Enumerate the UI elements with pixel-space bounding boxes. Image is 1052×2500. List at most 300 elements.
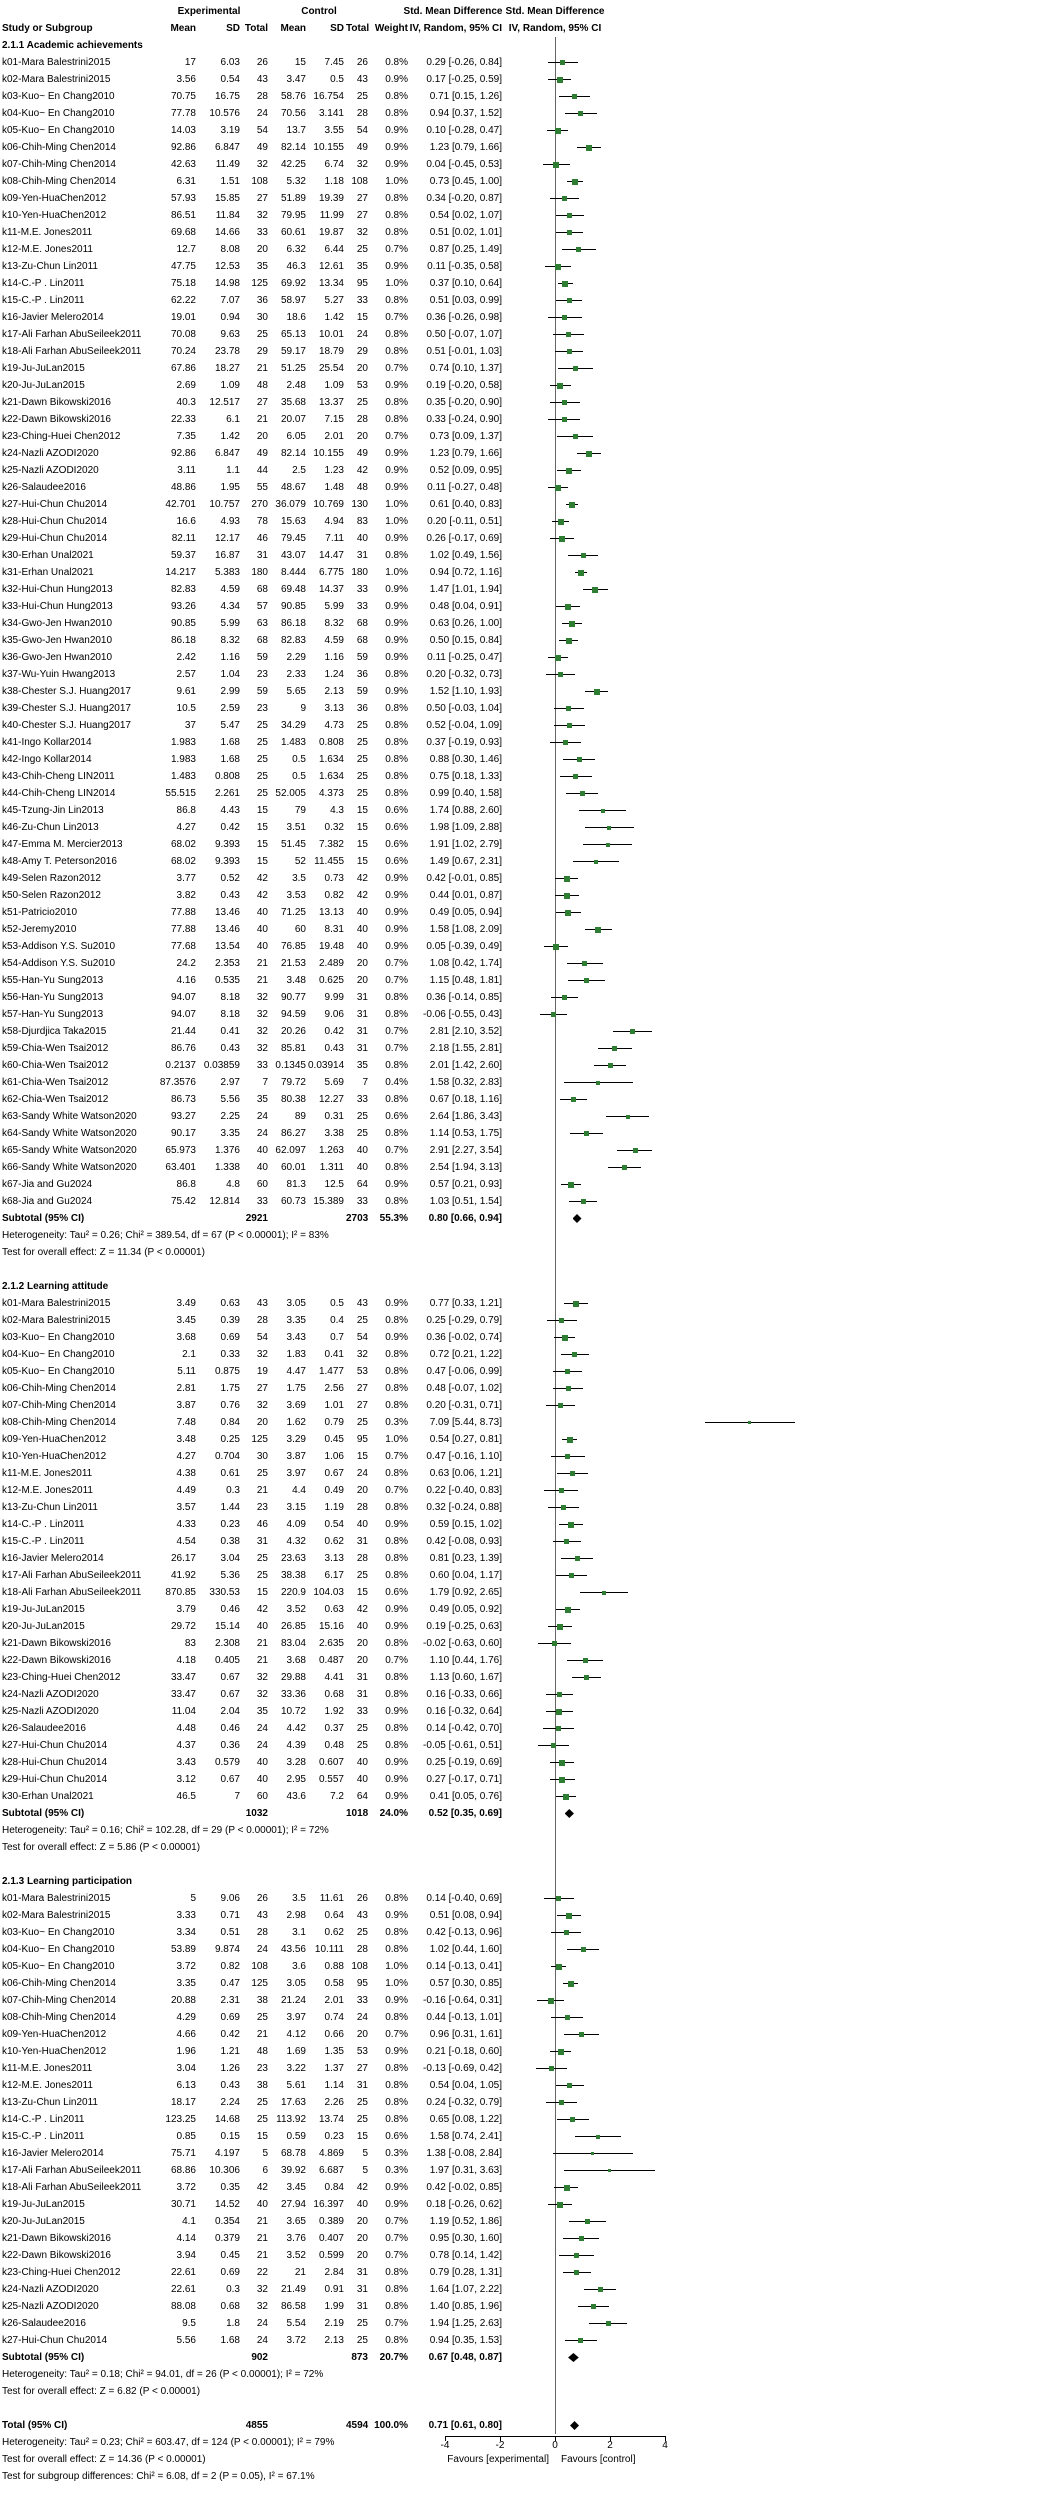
weight: 0.9% [385,1757,408,1768]
ctrl-sd: 6.44 [324,244,344,255]
study-label: k27-Hui-Chun Chu2014 [2,2335,108,2346]
exp-sd: 330.53 [209,1587,240,1598]
zero-line [555,1176,556,1193]
ctrl-total: 1018 [346,1808,369,1819]
exp-total: 49 [256,448,268,459]
ctrl-total: 54 [356,125,368,136]
smd-ci-text: 0.52 [-0.04, 1.09] [426,720,502,731]
ctrl-sd: 9.06 [324,1009,344,1020]
ctrl-total: 29 [356,346,368,357]
study-label: k05-Kuo~ En Chang2010 [2,125,115,136]
study-row [0,1125,1052,1142]
study-row [0,1924,1052,1941]
study-label: k51-Patricio2010 [2,907,78,918]
smd-ci-text: 0.88 [0.30, 1.46] [429,754,502,765]
ctrl-mean: 79 [294,805,306,816]
ctrl-mean: 3.5 [292,873,306,884]
exp-total: 21 [256,414,268,425]
ctrl-sd: 1.634 [318,754,344,765]
smd-ci-text: 0.48 [-0.07, 1.02] [426,1383,502,1394]
smd-ci-text: 0.57 [0.30, 0.85] [429,1978,502,1989]
ctrl-mean: 21.53 [280,958,306,969]
exp-sd: 0.42 [220,2029,240,2040]
exp-mean: 1.96 [176,2046,196,2057]
study-row [0,1295,1052,1312]
ctrl-total: 48 [356,482,368,493]
exp-total: 32 [256,159,268,170]
study-row [0,2247,1052,2264]
exp-total: 26 [256,1893,268,1904]
exp-mean: 0.85 [176,2131,196,2142]
study-label: k40-Chester S.J. Huang2017 [2,720,131,731]
ctrl-sd: 0.62 [324,1927,344,1938]
exp-total: 42 [256,2182,268,2193]
ctrl-sd: 4.73 [324,720,344,731]
exp-total: 59 [256,686,268,697]
ctrl-mean: 3.97 [286,1468,306,1479]
exp-sd: 0.25 [220,1434,240,1445]
ctrl-sd: 1.99 [324,2301,344,2312]
effect-square [567,723,572,728]
exp-sd: 0.15 [220,2131,240,2142]
ctrl-mean: 70.56 [280,108,306,119]
zero-line [555,2128,556,2145]
study-row [0,462,1052,479]
exp-mean: 86.18 [170,635,196,646]
exp-mean: 4.33 [176,1519,196,1530]
study-row [0,1499,1052,1516]
total-heterogeneity-row [0,2434,1052,2451]
zero-line [555,275,556,292]
exp-total: 25 [256,2012,268,2023]
smd-ci-text: 0.41 [0.05, 0.76] [429,1791,502,1802]
study-row [0,207,1052,224]
ctrl-total: 7 [362,1077,368,1088]
ctrl-sd: 0.5 [330,74,344,85]
summary-diamond [568,2353,579,2362]
study-label: k25-Nazli AZODI2020 [2,2301,99,2312]
exp-sd: 1.44 [220,1502,240,1513]
study-label: k28-Hui-Chun Chu2014 [2,516,108,527]
zero-line [555,1907,556,1924]
study-label: k16-Javier Melero2014 [2,1553,104,1564]
smd-ci-text: 0.74 [0.10, 1.37] [429,363,502,374]
study-label: k06-Chih-Ming Chen2014 [2,1383,116,1394]
exp-total: 44 [256,465,268,476]
smd-ci-text: 0.21 [-0.18, 0.60] [426,2046,502,2057]
effect-square [564,1930,569,1935]
exp-total: 27 [256,397,268,408]
exp-sd: 14.52 [214,2199,240,2210]
study-row [0,122,1052,139]
study-label: k11-M.E. Jones2011 [2,1468,93,1479]
effect-square [601,809,605,813]
ctrl-mean: 3.1 [292,1927,306,1938]
ctrl-sd: 10.111 [314,1944,344,1955]
exp-mean: 86.8 [176,805,196,816]
ctrl-mean: 79.72 [280,1077,306,1088]
smd-ci-text: 0.14 [-0.40, 0.69] [426,1893,502,1904]
weight: 0.8% [385,227,408,238]
weight: 0.8% [385,2301,408,2312]
ctrl-mean: 10.72 [280,1706,306,1717]
study-label: k55-Han-Yu Sung2013 [2,975,104,986]
ctrl-total: 25 [356,397,368,408]
weight: 1.0% [385,567,408,578]
exp-total: 40 [256,1774,268,1785]
study-label: k04-Kuo~ En Chang2010 [2,108,115,119]
exp-mean: 3.87 [176,1400,196,1411]
exp-mean: 48.86 [170,482,196,493]
ctrl-total: 31 [356,1043,368,1054]
weight: 1.0% [385,516,408,527]
effect-square [574,2253,579,2258]
study-row [0,2230,1052,2247]
ctrl-sd: 1.09 [324,380,344,391]
ctrl-mean: 15 [294,57,306,68]
ctrl-sd: 2.56 [324,1383,344,1394]
exp-mean: 75.18 [170,278,196,289]
ctrl-sd: 0.03914 [308,1060,345,1071]
study-label: k54-Addison Y.S. Su2010 [2,958,116,969]
ctrl-mean: 13.7 [286,125,306,136]
study-label: k08-Chih-Ming Chen2014 [2,2012,116,2023]
exp-mean: 20.88 [170,1995,196,2006]
ctrl-sd: 1.01 [324,1400,344,1411]
exp-mean: 17 [184,57,196,68]
ctrl-sd: 4.94 [324,516,344,527]
exp-total: 31 [256,1536,268,1547]
ctrl-mean: 4.39 [286,1740,306,1751]
exp-mean: 2.42 [176,652,196,663]
ctrl-mean: 220.9 [280,1587,306,1598]
ctrl-sd: 11.61 [319,1893,344,1904]
exp-mean: 90.17 [170,1128,196,1139]
effect-square [565,1454,570,1459]
weight: 0.6% [385,1111,408,1122]
exp-mean: 2.81 [176,1383,196,1394]
exp-mean: 30.71 [170,2199,196,2210]
zero-line [555,428,556,445]
smd-ci-text: 0.37 [0.10, 0.64] [429,278,502,289]
zero-line [555,768,556,785]
exp-mean: 3.82 [176,890,196,901]
ctrl-total: 43 [356,74,368,85]
ctrl-sd: 10.155 [313,142,344,153]
exp-mean: 75.71 [170,2148,196,2159]
weight: 0.9% [385,584,408,595]
ctrl-total: 53 [356,2046,368,2057]
ctrl-mean: 17.63 [280,2097,306,2108]
exp-mean: 46.5 [176,1791,196,1802]
smd-ci-text: 0.51 [0.03, 0.99] [429,295,502,306]
exp-total: 32 [256,1689,268,1700]
weight: 0.7% [385,1026,408,1037]
weight: 0.8% [385,669,408,680]
ctrl-mean: 51.89 [280,193,306,204]
exp-total: 15 [256,2131,268,2142]
exp-total: 30 [256,1451,268,1462]
effect-square [558,1403,563,1408]
ctrl-mean: 3.5 [292,1893,306,1904]
smd-ci-text: 0.11 [-0.35, 0.58] [427,261,502,272]
ctrl-total: 31 [356,1009,368,1020]
study-label: k31-Erhan Unal2021 [2,567,94,578]
exp-total: 23 [256,703,268,714]
study-label: k50-Selen Razon2012 [2,890,101,901]
study-row [0,173,1052,190]
zero-line [555,496,556,513]
exp-sd: 9.874 [214,1944,240,1955]
ctrl-total: 25 [356,2335,368,2346]
ctrl-mean: 3.53 [286,890,306,901]
effect-square [549,2066,554,2071]
ctrl-mean: 1.69 [286,2046,306,2057]
exp-mean: 14.03 [170,125,196,136]
smd-ci-text: 0.22 [-0.40, 0.83] [426,1485,502,1496]
exp-total: 32 [256,1349,268,1360]
exp-sd: 2.353 [214,958,240,969]
weight: 0.8% [385,2080,408,2091]
zero-line [555,2383,556,2400]
ctrl-sd: 16.754 [313,91,344,102]
smd-ci-text: 0.81 [0.23, 1.39] [429,1553,502,1564]
smd-ci-text: 0.27 [-0.17, 0.71] [426,1774,502,1785]
weight: 0.7% [385,958,408,969]
ctrl-sd: 0.41 [324,1349,344,1360]
exp-total: 32 [256,1672,268,1683]
study-label: k33-Hui-Chun Hung2013 [2,601,113,612]
ctrl-mean: 2.33 [286,669,306,680]
zero-line [555,1975,556,1992]
study-label: k03-Kuo~ En Chang2010 [2,1332,115,1343]
effect-square [582,961,587,966]
ctrl-total: 40 [356,1621,368,1632]
effect-square [607,826,611,830]
exp-total: 125 [251,1978,268,1989]
smd-ci-text: 0.19 [-0.20, 0.58] [426,380,502,391]
weight: 0.8% [385,1060,408,1071]
ctrl-total: 42 [356,873,368,884]
study-row [0,1176,1052,1193]
ctrl-sd: 3.38 [324,1128,344,1139]
study-row [0,1448,1052,1465]
exp-sd: 3.04 [220,1553,240,1564]
exp-total: 25 [256,2114,268,2125]
study-row [0,2043,1052,2060]
study-row [0,1006,1052,1023]
ctrl-mean: 3.51 [286,822,306,833]
effect-square [559,1760,565,1766]
ctrl-total: 42 [356,890,368,901]
summary-diamond [565,1809,574,1818]
exp-sd: 1.1 [226,465,240,476]
effect-square [570,1471,575,1476]
weight: 0.9% [385,1791,408,1802]
smd-ci-text: 0.79 [0.28, 1.31] [429,2267,502,2278]
ctrl-total: 15 [356,2131,368,2142]
exp-total: 21 [256,975,268,986]
exp-total: 57 [256,601,268,612]
exp-mean: 3.49 [176,1298,196,1309]
ctrl-mean: 3.43 [286,1332,306,1343]
exp-mean: 47.75 [170,261,196,272]
study-label: k47-Emma M. Mercier2013 [2,839,123,850]
study-row [0,377,1052,394]
exp-total: 54 [256,125,268,136]
exp-total: 4855 [245,2420,268,2431]
study-row [0,156,1052,173]
zero-line [555,1346,556,1363]
exp-mean: 94.07 [170,992,196,1003]
ctrl-total: 15 [356,312,368,323]
zero-line [555,1023,556,1040]
effect-square [555,264,561,270]
exp-total: 23 [256,669,268,680]
effect-square [575,1556,580,1561]
study-row [0,1788,1052,1805]
zero-line [555,1278,556,1295]
weight: 0.7% [385,1043,408,1054]
ctrl-sd: 4.869 [318,2148,344,2159]
smd-ci-text: 0.75 [0.18, 1.33] [429,771,502,782]
smd-ci-text: 0.49 [0.05, 0.92] [429,1604,502,1615]
smd-ci-text: 0.14 [-0.13, 0.41] [426,1961,502,1972]
exp-mean: 87.3576 [159,1077,196,1088]
study-label: k12-M.E. Jones2011 [2,1485,93,1496]
exp-sd: 18.27 [214,363,240,374]
study-label: k68-Jia and Gu2024 [2,1196,93,1207]
effect-square [596,1081,600,1085]
ctrl-sd: 0.48 [324,1740,344,1751]
col-weight: Weight [374,23,408,34]
ctrl-mean: 39.92 [280,2165,306,2176]
ctrl-total: 40 [356,1162,368,1173]
exp-mean: 19.01 [170,312,196,323]
zero-line [555,2349,556,2366]
zero-line [555,2332,556,2349]
effect-square [556,1964,562,1970]
exp-sd: 3.19 [220,125,240,136]
zero-line [555,1074,556,1091]
weight: 0.6% [385,805,408,816]
weight: 0.6% [385,2131,408,2142]
study-row [0,632,1052,649]
effect-square [553,162,559,168]
study-label: k27-Hui-Chun Chu2014 [2,1740,108,1751]
exp-total: 26 [256,57,268,68]
exp-sd: 14.68 [214,2114,240,2125]
smd-ci-text: 1.58 [1.08, 2.09] [429,924,502,935]
study-label: k02-Mara Balestrini2015 [2,1910,111,1921]
exp-sd: 1.42 [220,431,240,442]
ctrl-sd: 6.17 [324,1570,344,1581]
zero-line [555,445,556,462]
ctrl-mean: 69.92 [280,278,306,289]
effect-square [551,1012,556,1017]
smd-ci-text: 0.47 [-0.16, 1.10] [426,1451,502,1462]
ctrl-total: 49 [356,448,368,459]
study-label: k02-Mara Balestrini2015 [2,1315,111,1326]
study-label: k01-Mara Balestrini2015 [2,1298,111,1309]
study-label: k19-Ju-JuLan2015 [2,1604,85,1615]
exp-mean: 92.86 [170,142,196,153]
study-label: k15-C.-P . Lin2011 [2,295,85,306]
weight: 1.0% [385,1434,408,1445]
zero-line [555,683,556,700]
weight: 0.4% [385,1077,408,1088]
ctrl-total: 25 [356,1111,368,1122]
ctrl-sd: 0.43 [324,1043,344,1054]
study-row [0,326,1052,343]
study-label: k19-Ju-JuLan2015 [2,2199,85,2210]
smd-ci-text: 0.57 [0.21, 0.93] [429,1179,502,1190]
weight: 0.9% [385,1332,408,1343]
ctrl-total: 53 [356,1366,368,1377]
study-row [0,802,1052,819]
ctrl-mean: 42.25 [280,159,306,170]
ctrl-total: 20 [356,975,368,986]
ctrl-sd: 12.27 [318,1094,344,1105]
ctrl-total: 32 [356,227,368,238]
ctrl-mean: 89 [294,1111,306,1122]
ctrl-total: 25 [356,2097,368,2108]
exp-sd: 0.704 [214,1451,240,1462]
heterogeneity-row-text: Heterogeneity: Tau² = 0.26; Chi² = 389.54, df = 67 (P < 0.00001); I² = 83% [2,1230,329,1241]
smd-ci-text: 0.72 [0.21, 1.22] [429,1349,502,1360]
zero-line [555,2162,556,2179]
weight: 0.8% [385,1315,408,1326]
ctrl-mean: 38.38 [280,1570,306,1581]
ctrl-sd: 1.477 [318,1366,344,1377]
ctrl-sd: 3.141 [318,108,344,119]
exp-mean: 4.48 [176,1723,196,1734]
ctrl-mean: 1.62 [286,1417,306,1428]
exp-mean: 67.86 [170,363,196,374]
ctrl-mean: 3.15 [286,1502,306,1513]
study-row [0,360,1052,377]
section-header [0,37,1052,54]
exp-sd: 1.68 [220,754,240,765]
exp-mean: 70.75 [170,91,196,102]
effect-square [606,2321,611,2326]
zero-line [555,139,556,156]
ctrl-sd: 11.455 [314,856,344,867]
study-row [0,1958,1052,1975]
study-label: k29-Hui-Chun Chu2014 [2,533,108,544]
exp-sd: 9.393 [214,856,240,867]
weight: 0.8% [385,1689,408,1700]
study-row [0,564,1052,581]
effect-square [572,1352,577,1357]
ctrl-mean: 3.72 [286,2335,306,2346]
study-label: k41-Ingo Kollar2014 [2,737,92,748]
effect-square [568,1522,574,1528]
col-group-control: Control [301,6,337,17]
ctrl-total: 31 [356,2301,368,2312]
weight: 0.9% [385,261,408,272]
exp-sd: 8.32 [220,635,240,646]
ctrl-mean: 0.5 [292,771,306,782]
ctrl-sd: 0.62 [324,1536,344,1547]
study-label: k03-Kuo~ En Chang2010 [2,91,115,102]
exp-mean: 3.79 [176,1604,196,1615]
exp-mean: 70.08 [170,329,196,340]
ctrl-sd: 0.82 [324,890,344,901]
study-row [0,1414,1052,1431]
ctrl-mean: 2.5 [292,465,306,476]
zero-line [555,853,556,870]
